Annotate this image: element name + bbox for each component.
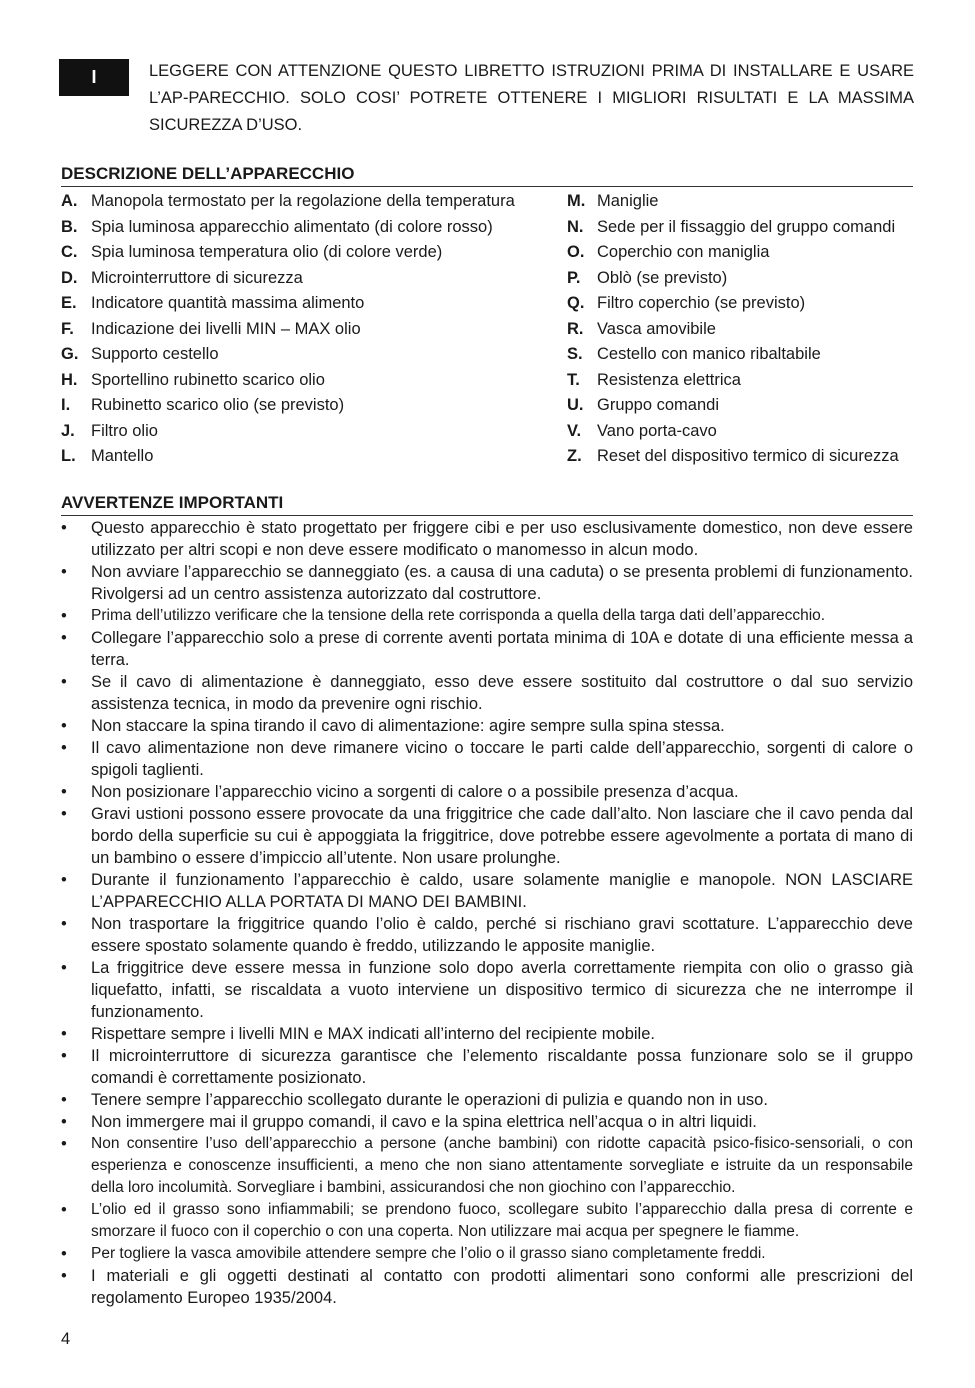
part-item xyxy=(61,266,561,292)
warning-text: Gravi ustioni possono essere provocate da una friggitrice che cade dall’alto. Non lasciare che il cavo penda dal bordo della superficie su cui è appoggiata la friggitrice, dove potrebbe essere agevolmente a portata di mano di un bambino o essere d’impiccio all’utente. Non usare prolunghe. xyxy=(91,805,913,867)
warning-item xyxy=(61,671,913,715)
part-letter: F. xyxy=(61,319,74,338)
bullet: • xyxy=(61,717,67,735)
language-badge: I xyxy=(59,59,129,96)
warning-item xyxy=(61,605,913,627)
bullet: • xyxy=(61,871,67,889)
bullet: • xyxy=(61,673,67,691)
bullet: • xyxy=(61,959,67,977)
part-item xyxy=(61,215,561,241)
part-text: Indicatore quantità massima alimento xyxy=(91,294,365,312)
part-text: Mantello xyxy=(91,447,154,465)
part-letter: A. xyxy=(61,192,78,210)
warnings-list xyxy=(61,517,913,1309)
part-text: Cestello con manico ribaltabile xyxy=(597,345,821,363)
bullet: • xyxy=(61,915,67,933)
part-item xyxy=(567,368,917,394)
bullet: • xyxy=(61,1135,67,1153)
part-text: Indicazione dei livelli MIN – MAX olio xyxy=(91,319,361,338)
part-text: Filtro olio xyxy=(91,421,158,440)
part-text: Supporto cestello xyxy=(91,345,219,363)
part-text: Coperchio con maniglia xyxy=(597,243,770,261)
part-item xyxy=(61,189,561,215)
part-letter: E. xyxy=(61,294,77,312)
bullet: • xyxy=(61,739,67,757)
part-text: Vano porta-cavo xyxy=(597,421,717,440)
part-item xyxy=(61,444,561,470)
warning-item xyxy=(61,1265,913,1309)
part-text: Microinterruttore di sicurezza xyxy=(91,268,303,287)
part-letter: R. xyxy=(567,319,584,338)
part-item xyxy=(567,419,917,445)
warning-text: Durante il funzionamento l’apparecchio è caldo, usare solamente maniglie e manopole. NON LASCIARE L’APPARECCHIO ALLA PORTATA DI MANO DEI BAMBINI. xyxy=(91,871,913,911)
warning-item xyxy=(61,1111,913,1133)
warning-item xyxy=(61,913,913,957)
part-item xyxy=(567,317,917,343)
warning-item xyxy=(61,1133,913,1199)
section-title-description: DESCRIZIONE DELL’APPARECCHIO xyxy=(61,163,913,187)
part-item xyxy=(61,317,561,343)
part-letter: N. xyxy=(567,217,584,236)
part-letter: G. xyxy=(61,345,79,363)
part-letter: Q. xyxy=(567,294,585,312)
part-text: Resistenza elettrica xyxy=(597,370,741,389)
warning-item xyxy=(61,1089,913,1111)
part-letter: U. xyxy=(567,396,584,414)
bullet: • xyxy=(61,563,67,581)
warning-item xyxy=(61,1045,913,1089)
part-letter: P. xyxy=(567,268,581,287)
warning-item xyxy=(61,561,913,605)
part-letter: D. xyxy=(61,268,78,287)
part-text: Filtro coperchio (se previsto) xyxy=(597,294,806,312)
warning-text: Il cavo alimentazione non deve rimanere vicino o toccare le parti calde dell’apparecchio, sorgenti di calore o spigoli taglienti. xyxy=(91,739,913,779)
part-text: Maniglie xyxy=(597,192,659,210)
part-letter: H. xyxy=(61,370,78,389)
warning-item xyxy=(61,517,913,561)
warning-text: Rispettare sempre i livelli MIN e MAX indicati all’interno del recipiente mobile. xyxy=(91,1025,655,1043)
warning-text: Se il cavo di alimentazione è danneggiato, esso deve essere sostituito dal costruttore o dal suo servizio assistenza tecnica, in modo da prevenire ogni rischio. xyxy=(91,673,913,713)
warning-text: Questo apparecchio è stato progettato per friggere cibi e per uso esclusivamente domestico, non deve essere utilizzato per altri scopi e non deve essere modificato o manomesso in alcun modo. xyxy=(91,519,913,559)
warning-item xyxy=(61,737,913,781)
part-item xyxy=(61,240,561,266)
warning-item xyxy=(61,869,913,913)
bullet: • xyxy=(61,607,67,625)
part-item xyxy=(567,215,917,241)
warning-item xyxy=(61,715,913,737)
part-letter: I. xyxy=(61,396,71,414)
warning-item xyxy=(61,957,913,1023)
part-text: Spia luminosa temperatura olio (di colore verde) xyxy=(91,243,443,261)
part-letter: L. xyxy=(61,447,76,465)
part-item xyxy=(567,266,917,292)
bullet: • xyxy=(61,1245,67,1263)
part-letter: B. xyxy=(61,217,78,236)
part-letter: Z. xyxy=(567,447,582,465)
warning-text: Il microinterruttore di sicurezza garantisce che l’elemento riscaldante possa funzionare solo se il gruppo comandi è correttamente posizionato. xyxy=(91,1047,913,1087)
warning-text: Per togliere la vasca amovibile attendere sempre che l’olio o il grasso siano completamente freddi. xyxy=(91,1245,766,1262)
section-title-warnings: AVVERTENZE IMPORTANTI xyxy=(61,492,913,516)
bullet: • xyxy=(61,783,67,801)
warning-text: Non posizionare l’apparecchio vicino a sorgenti di calore o a possibile presenza d’acqua. xyxy=(91,783,739,801)
parts-list-left xyxy=(61,189,561,470)
warning-text: Non consentire l’uso dell’apparecchio a persone (anche bambini) con ridotte capacità psico-fisico-sensoriali, o con esperienza e conoscenze insufficienti, a meno che non siano attentamente sorvegliate e istruite da un responsabile della loro incolumità. Sorvegliare i bambini, assicurandosi che non giochino con l’apparecchio. xyxy=(91,1135,913,1196)
part-text: Sede per il fissaggio del gruppo comandi xyxy=(597,217,896,236)
part-item xyxy=(567,189,917,215)
bullet: • xyxy=(61,1091,67,1109)
warning-text: Collegare l’apparecchio solo a prese di corrente aventi portata minima di 10A e dotate di una efficiente messa a terra. xyxy=(91,629,913,669)
warning-item xyxy=(61,803,913,869)
warning-text: Prima dell’utilizzo verificare che la tensione della rete corrisponda a quella della targa dati dell’apparecchio. xyxy=(91,607,826,624)
warning-text: Non avviare l’apparecchio se danneggiato (es. a causa di una caduta) o se presenta problemi di funzionamento. Rivolgersi ad un centro assistenza autorizzato dal costruttore. xyxy=(91,563,913,603)
warning-text: La friggitrice deve essere messa in funzione solo dopo averla correttamente riempita con olio o grasso già liquefatto, infatti, se riscaldata a vuoto interviene un dispositivo termico di sicurezza che ne interrompe il funzionamento. xyxy=(91,959,913,1021)
parts-list-right xyxy=(567,189,917,470)
warning-text: Non staccare la spina tirando il cavo di alimentazione: agire sempre sulla spina stessa. xyxy=(91,717,725,735)
part-item xyxy=(567,393,917,419)
part-item xyxy=(61,342,561,368)
part-letter: O. xyxy=(567,243,585,261)
part-text: Rubinetto scarico olio (se previsto) xyxy=(91,396,345,414)
part-item xyxy=(567,444,917,470)
part-text: Vasca amovibile xyxy=(597,319,716,338)
part-text: Gruppo comandi xyxy=(597,396,719,414)
warning-text: Non trasportare la friggitrice quando l’olio è caldo, perché si rischiano gravi scottature. L’apparecchio deve essere spostato solamente quando è freddo, utilizzando le apposite maniglie. xyxy=(91,915,913,955)
warning-text: L’olio ed il grasso sono infiammabili; se prendono fuoco, scollegare subito l’apparecchio dalla presa di corrente e smorzare il fuoco con il coperchio o con una coperta. Non utilizzare mai acqua per spegnere le fiamme. xyxy=(91,1201,913,1240)
bullet: • xyxy=(61,1047,67,1065)
bullet: • xyxy=(61,1201,67,1219)
bullet: • xyxy=(61,1267,67,1285)
bullet: • xyxy=(61,519,67,537)
warning-text: Tenere sempre l’apparecchio scollegato durante le operazioni di pulizia e quando non in uso. xyxy=(91,1091,768,1109)
part-item xyxy=(61,419,561,445)
part-letter: S. xyxy=(567,345,583,363)
part-letter: V. xyxy=(567,421,582,440)
warning-item xyxy=(61,1023,913,1045)
warning-item xyxy=(61,1199,913,1243)
part-item xyxy=(567,291,917,317)
part-text: Spia luminosa apparecchio alimentato (di colore rosso) xyxy=(91,217,493,236)
part-item xyxy=(61,368,561,394)
bullet: • xyxy=(61,1113,67,1131)
part-item xyxy=(61,291,561,317)
part-item xyxy=(567,240,917,266)
bullet: • xyxy=(61,629,67,647)
part-letter: T. xyxy=(567,370,580,389)
part-letter: C. xyxy=(61,243,78,261)
warning-item xyxy=(61,1243,913,1265)
part-letter: M. xyxy=(567,192,586,210)
warning-text: I materiali e gli oggetti destinati al contatto con prodotti alimentari sono conformi alle prescrizioni del regolamento Europeo 1935/2004. xyxy=(91,1267,913,1307)
bullet: • xyxy=(61,1025,67,1043)
intro-notice: LEGGERE CON ATTENZIONE QUESTO LIBRETTO ISTRUZIONI PRIMA DI INSTALLARE E USARE L’AP-PARECCHIO. SOLO COSI’ POTRETE OTTENERE I MIGLIORI RISULTATI E LA MASSIMA SICUREZZA D’USO. xyxy=(149,62,914,134)
warning-item xyxy=(61,627,913,671)
part-text: Oblò (se previsto) xyxy=(597,268,728,287)
warning-item xyxy=(61,781,913,803)
part-item xyxy=(61,393,561,419)
part-text: Sportellino rubinetto scarico olio xyxy=(91,370,325,389)
part-item xyxy=(567,342,917,368)
part-letter: J. xyxy=(61,421,75,440)
part-text: Reset del dispositivo termico di sicurezza xyxy=(597,447,899,465)
part-text: Manopola termostato per la regolazione della temperatura xyxy=(91,192,515,210)
page-number: 4 xyxy=(61,1330,71,1348)
bullet: • xyxy=(61,805,67,823)
warning-text: Non immergere mai il gruppo comandi, il cavo e la spina elettrica nell’acqua o in altri liquidi. xyxy=(91,1113,757,1131)
